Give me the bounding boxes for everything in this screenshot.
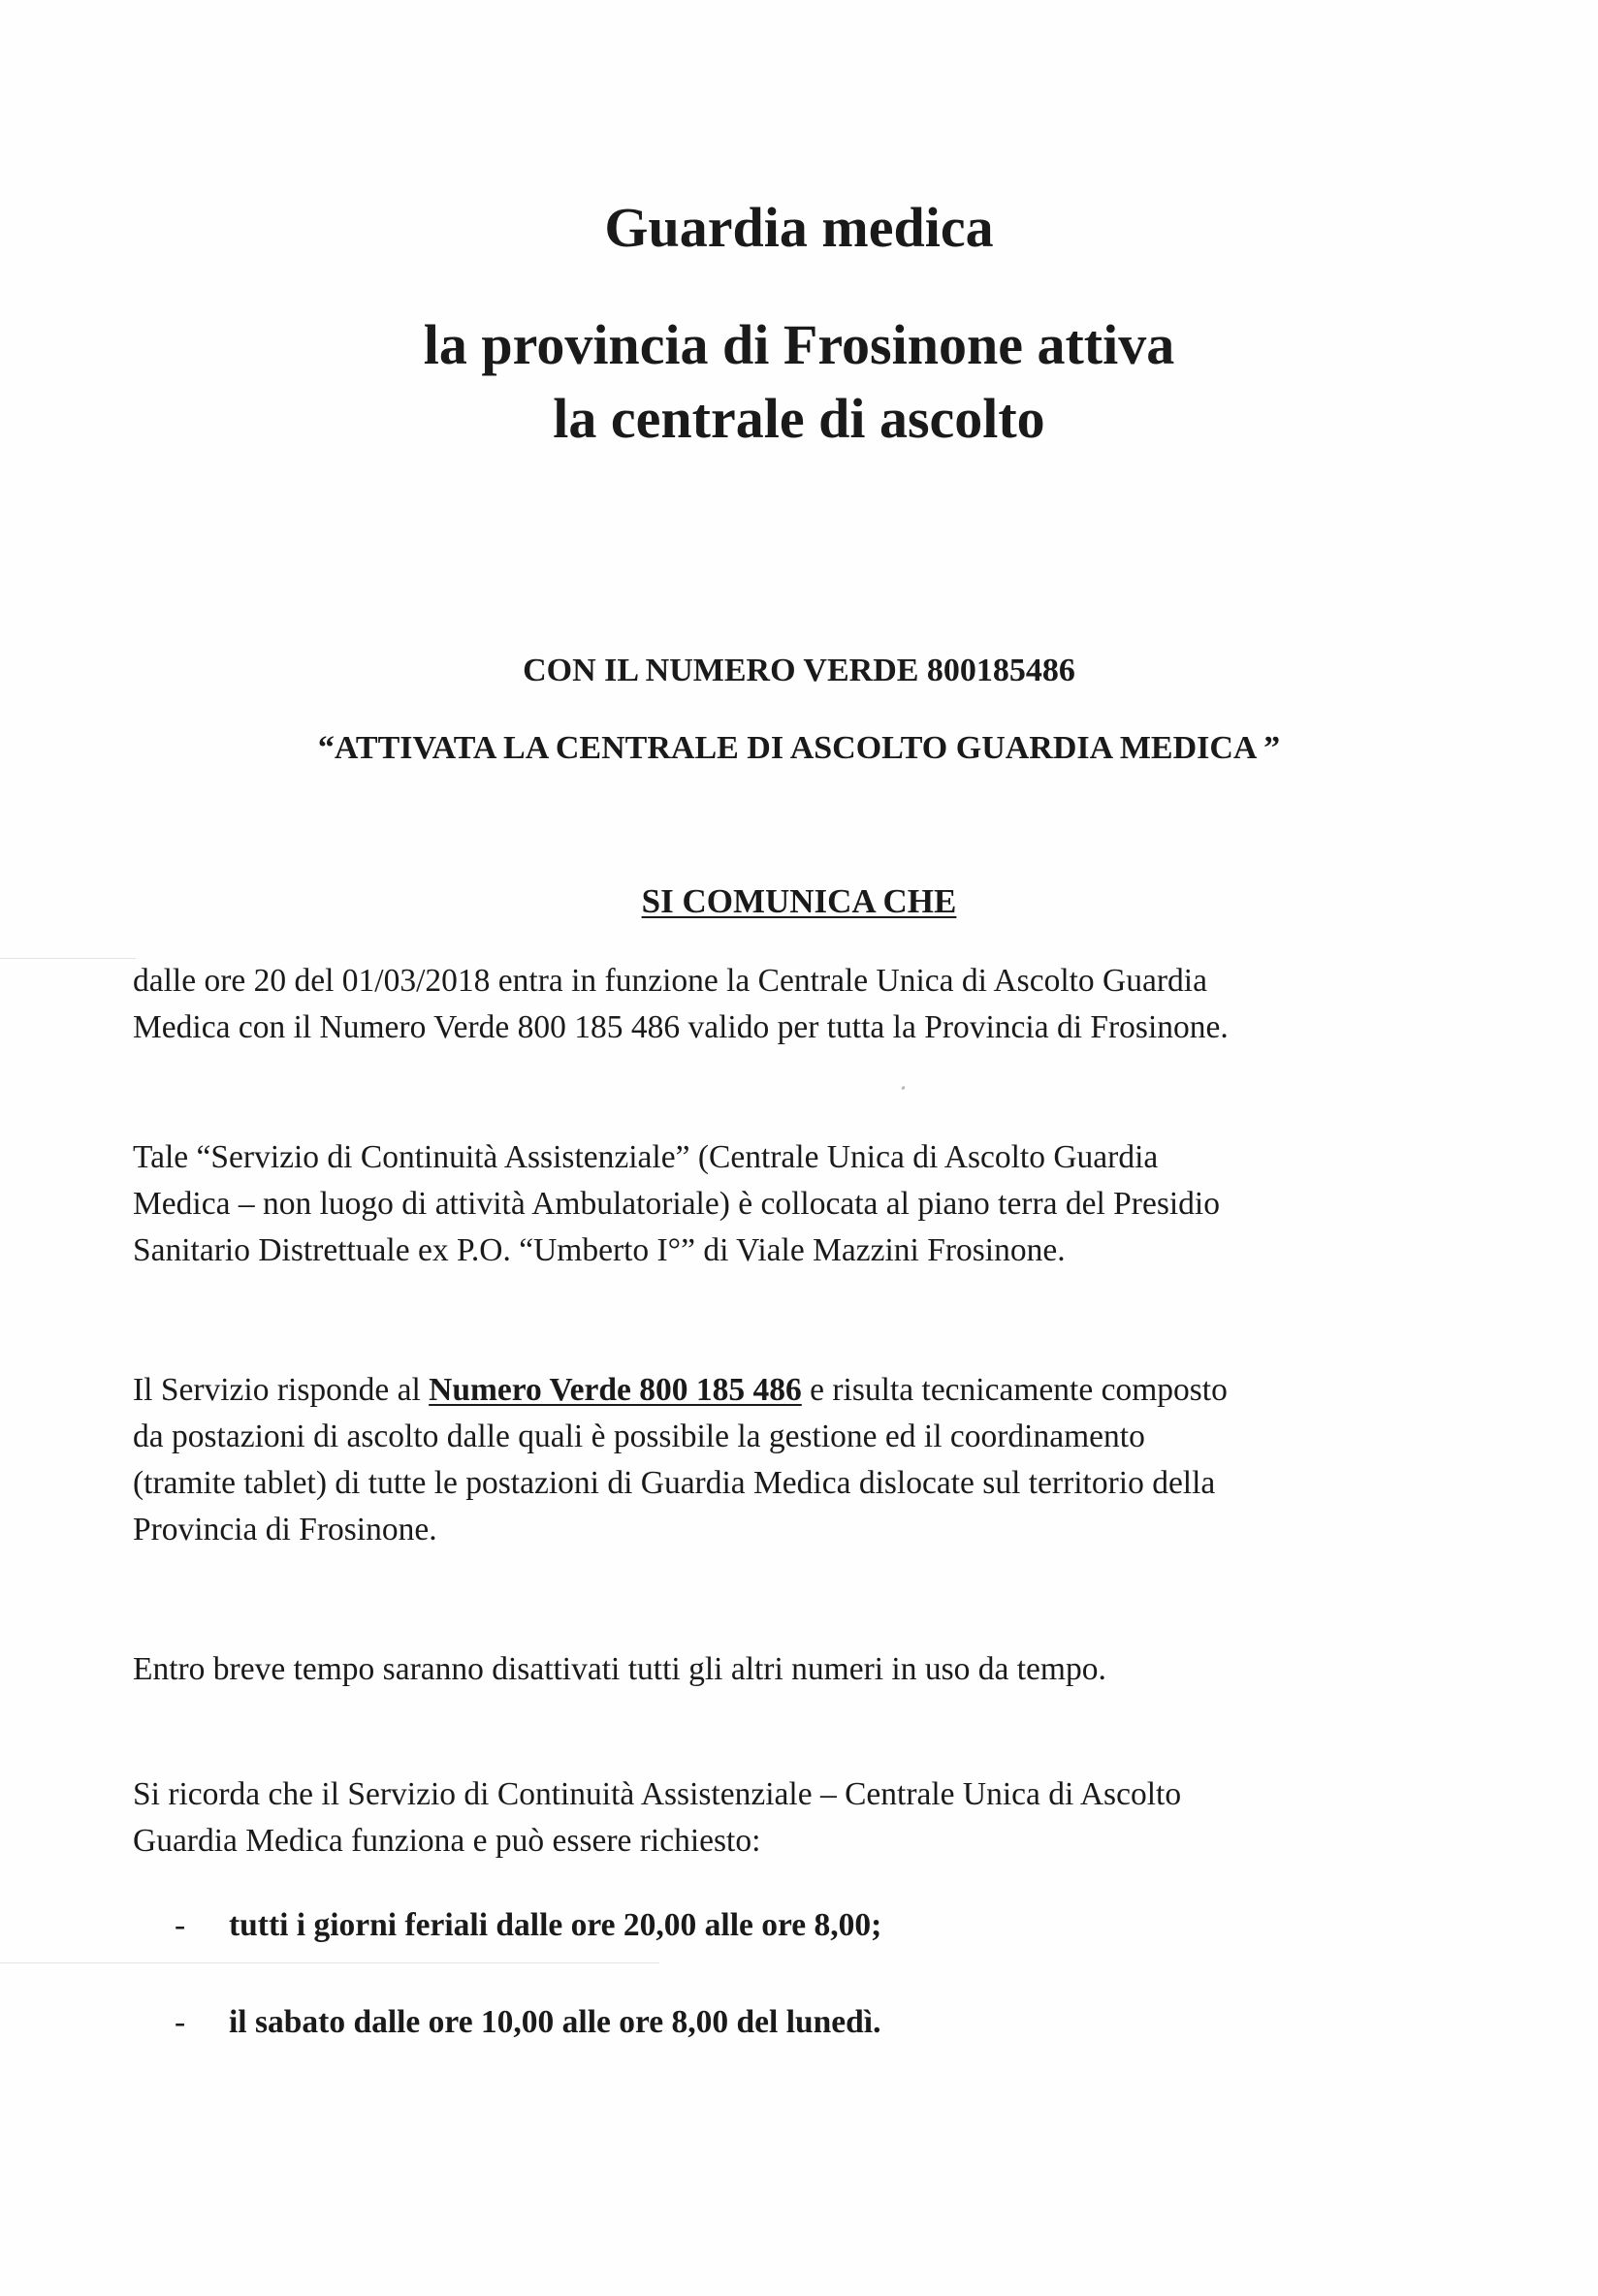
paragraph-activation-date <box>133 958 1432 1051</box>
paragraph-location <box>133 1134 1432 1274</box>
schedule-item-weekdays <box>175 1904 881 1947</box>
paragraph-line: Medica con il Numero Verde 800 185 486 valido per tutta la Provincia di Frosinone. <box>133 1009 1229 1045</box>
notice-heading-text: SI COMUNICA CHE <box>641 882 957 920</box>
schedule-item-text: il sabato dalle ore 10,00 alle ore 8,00 del lunedì. <box>229 2004 881 2040</box>
paragraph-line <box>133 1367 1432 1414</box>
scan-artifact-line <box>0 1962 659 1963</box>
paragraph-line: Entro breve tempo saranno disattivati tutti gli altri numeri in uso da tempo. <box>133 1651 1106 1687</box>
paragraph-line: Guardia Medica funziona e può essere richiesto: <box>133 1823 761 1859</box>
paragraph-line: Sanitario Distrettuale ex P.O. “Umberto I°” di Viale Mazzini Frosinone. <box>133 1232 1066 1268</box>
schedule-item-text: tutti i giorni feriali dalle ore 20,00 alle ore 8,00; <box>229 1907 882 1943</box>
subtitle-line-1: la provincia di Frosinone attiva <box>423 313 1175 376</box>
subtitle-line-2: la centrale di ascolto <box>553 387 1045 450</box>
schedule-item-weekend <box>175 2001 881 2044</box>
toll-free-number-line: CON IL NUMERO VERDE 800185486 <box>523 653 1075 688</box>
paragraph-line: Provincia di Frosinone. <box>133 1512 437 1547</box>
toll-free-number-emphasis: Numero Verde 800 185 486 <box>429 1372 802 1408</box>
paragraph-line: (tramite tablet) di tutte le postazioni di Guardia Medica dislocate sul territorio della <box>133 1465 1216 1501</box>
bullet-dash: - <box>175 2004 186 2040</box>
paragraph-line: dalle ore 20 del 01/03/2018 entra in funzione la Centrale Unica di Ascolto Guardia <box>133 963 1207 999</box>
paragraph-deactivation <box>133 1646 1432 1693</box>
paragraph-line: da postazioni di ascolto dalle quali è possibile la gestione ed il coordinamento <box>133 1419 1145 1454</box>
paragraph-line: Si ricorda che il Servizio di Continuità Assistenziale – Centrale Unica di Ascolto <box>133 1776 1182 1812</box>
paragraph-line: Medica – non luogo di attività Ambulatoriale) è collocata al piano terra del Presidio <box>133 1186 1220 1222</box>
paragraph-line: Tale “Servizio di Continuità Assistenziale” (Centrale Unica di Ascolto Guardia <box>133 1139 1159 1175</box>
document-subtitle <box>0 308 1598 456</box>
text-run: Il Servizio risponde al <box>133 1372 430 1408</box>
notice-heading <box>0 880 1598 923</box>
document-title: Guardia medica <box>604 196 994 259</box>
paragraph-service-description <box>133 1367 1432 1553</box>
scan-artifact-line <box>0 958 136 959</box>
paragraph-reminder <box>133 1771 1432 1865</box>
activation-announcement: “ATTIVATA LA CENTRALE DI ASCOLTO GUARDIA MEDICA ” <box>317 730 1281 766</box>
text-run: e risulta tecnicamente composto <box>801 1372 1228 1408</box>
scan-speck <box>901 1086 906 1091</box>
bullet-dash: - <box>175 1907 186 1943</box>
